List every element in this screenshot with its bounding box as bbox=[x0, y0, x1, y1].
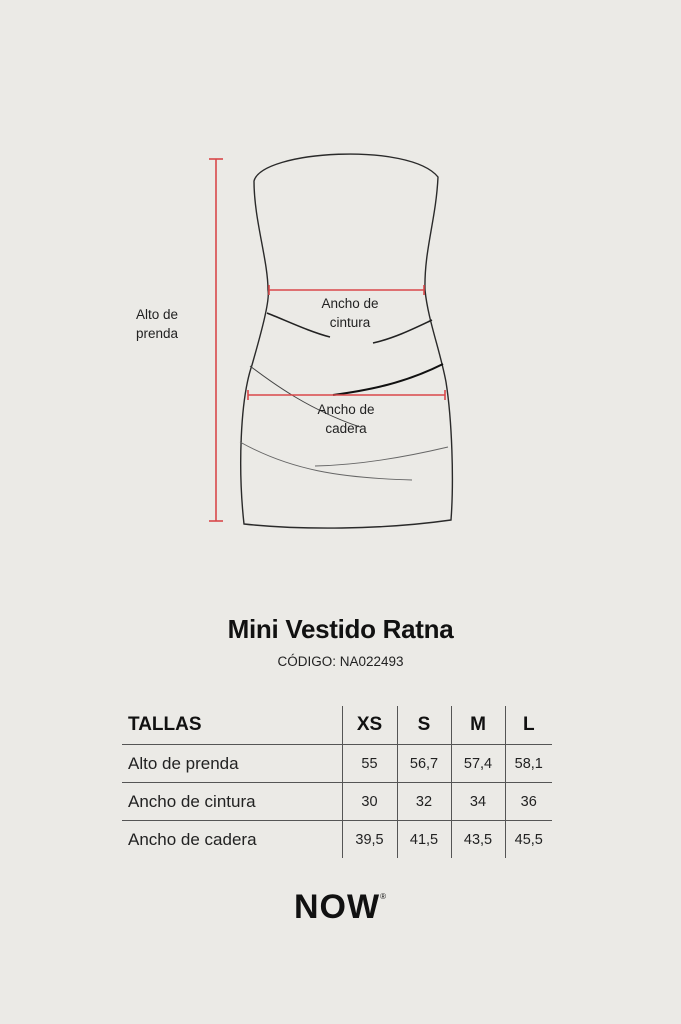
header-l: L bbox=[505, 706, 552, 745]
cell: 41,5 bbox=[397, 821, 451, 859]
cell: 55 bbox=[342, 745, 397, 783]
cell: 30 bbox=[342, 783, 397, 821]
cell: 58,1 bbox=[505, 745, 552, 783]
cell: 45,5 bbox=[505, 821, 552, 859]
cell: 43,5 bbox=[451, 821, 505, 859]
cell: 34 bbox=[451, 783, 505, 821]
row-label: Alto de prenda bbox=[122, 745, 342, 783]
table-row bbox=[122, 783, 552, 821]
header-xs: XS bbox=[342, 706, 397, 745]
brand-logo bbox=[0, 888, 681, 927]
table-row bbox=[122, 745, 552, 783]
cell: 36 bbox=[505, 783, 552, 821]
height-label-line2: prenda bbox=[136, 326, 179, 341]
brand-name: NOW bbox=[294, 888, 381, 926]
height-label-line1: Alto de bbox=[136, 307, 179, 322]
height-label bbox=[136, 305, 178, 343]
hip-label-line1: Ancho de bbox=[317, 402, 375, 417]
waist-label bbox=[300, 294, 400, 332]
cell: 32 bbox=[397, 783, 451, 821]
hip-label bbox=[296, 400, 396, 438]
registered-mark-icon: ® bbox=[380, 892, 387, 901]
header-sizes: TALLAS bbox=[122, 706, 342, 745]
waist-label-line2: cintura bbox=[329, 315, 371, 330]
size-table-header bbox=[122, 706, 552, 745]
cell: 56,7 bbox=[397, 745, 451, 783]
header-s: S bbox=[397, 706, 451, 745]
waist-label-line1: Ancho de bbox=[321, 296, 379, 311]
row-label: Ancho de cintura bbox=[122, 783, 342, 821]
size-table bbox=[122, 706, 552, 858]
cell: 57,4 bbox=[451, 745, 505, 783]
header-m: M bbox=[451, 706, 505, 745]
row-label: Ancho de cadera bbox=[128, 829, 257, 849]
product-code: CÓDIGO: NA022493 bbox=[277, 654, 404, 669]
cell: 39,5 bbox=[342, 821, 397, 859]
table-row bbox=[122, 821, 552, 859]
hip-label-line2: cadera bbox=[325, 421, 367, 436]
product-title: Mini Vestido Ratna bbox=[227, 614, 454, 644]
